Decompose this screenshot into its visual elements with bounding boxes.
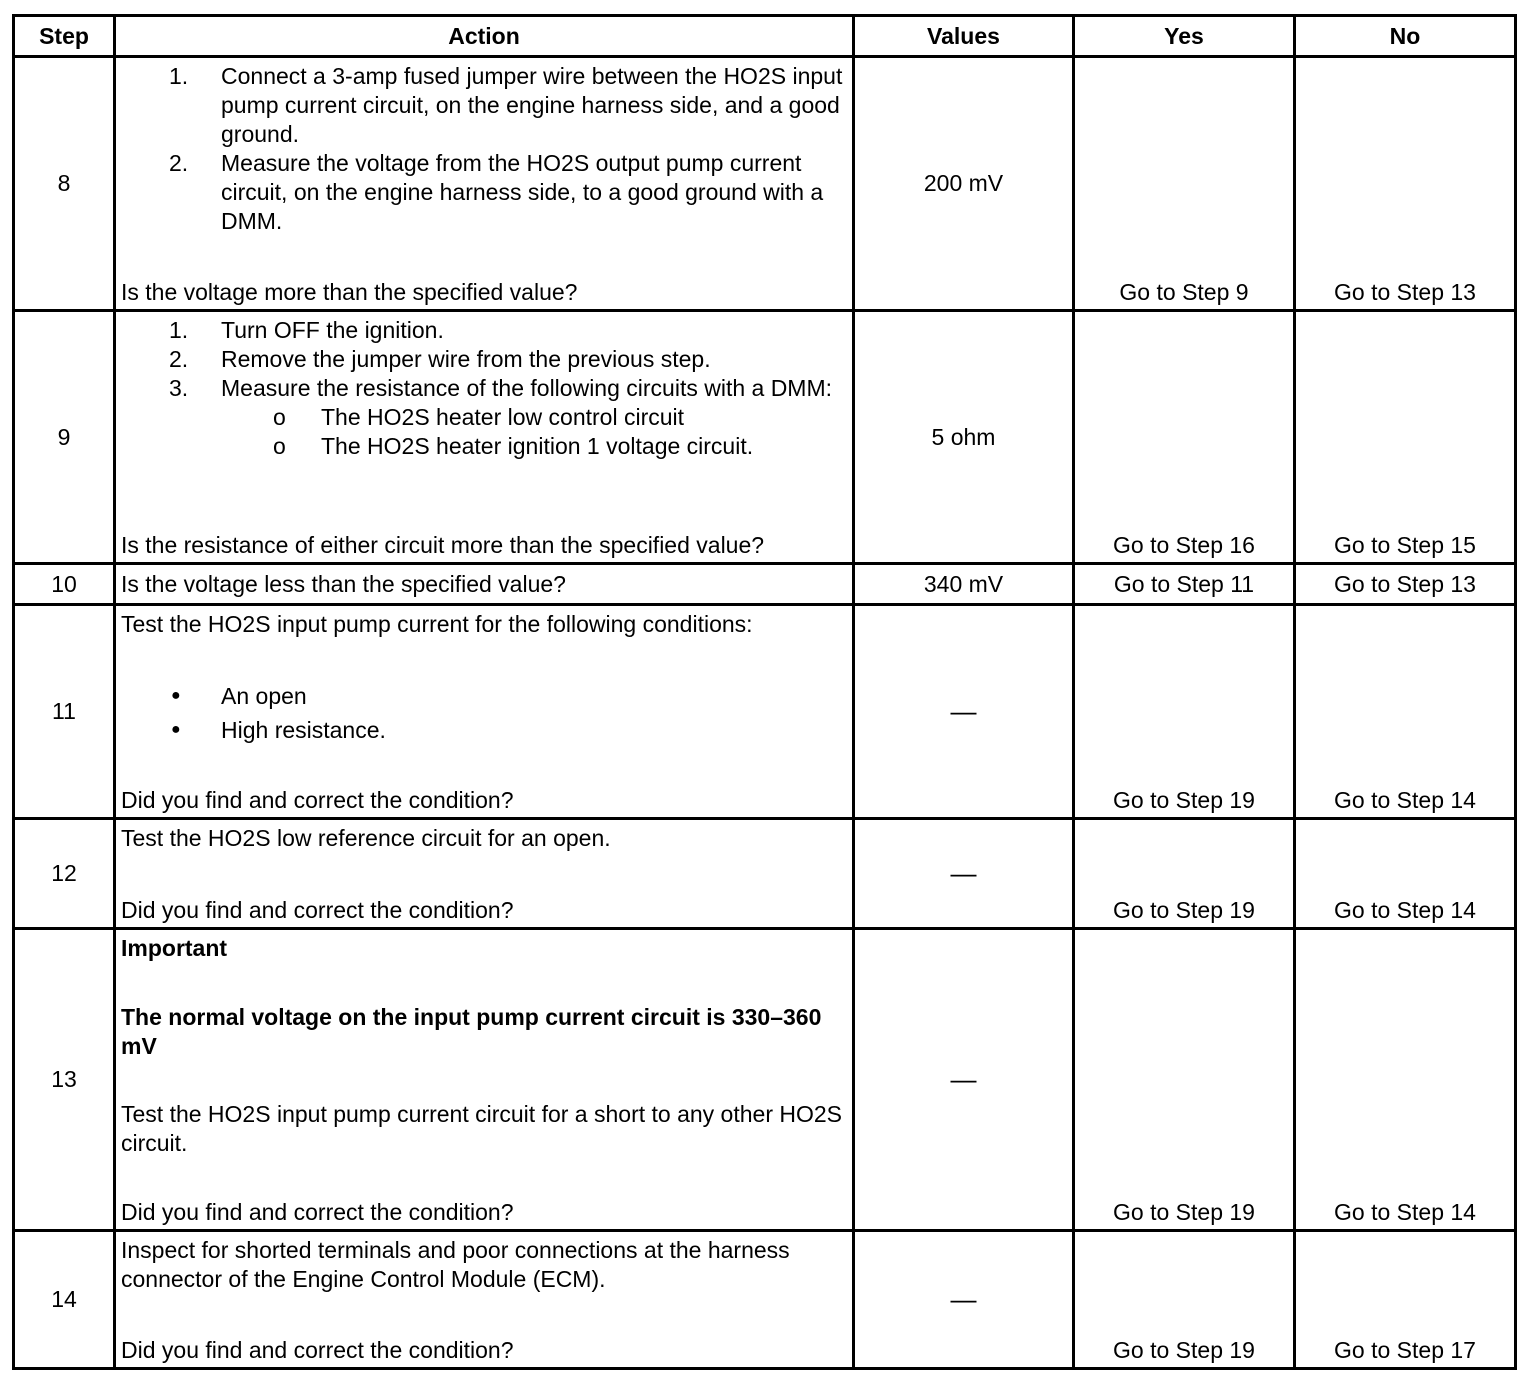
yes-cell: Go to Step 11	[1074, 564, 1295, 605]
step-number: 8	[14, 57, 115, 311]
value-cell: 5 ohm	[854, 311, 1074, 564]
table-row	[14, 605, 1516, 819]
step-number: 13	[14, 929, 115, 1231]
action-question: Is the voltage less than the specified value?	[115, 564, 854, 605]
diagnostic-table	[12, 14, 1517, 1370]
sub-list-item: o The HO2S heater low control circuit	[273, 404, 685, 430]
sub-list-item: o The HO2S heater ignition 1 voltage circuit.	[273, 433, 754, 459]
action-intro: Test the HO2S low reference circuit for an open.	[121, 825, 611, 851]
list-item: 1. Connect a 3-amp fused jumper wire between the HO2S input pump current circuit, on the engine harness side, and a good ground.	[169, 63, 843, 147]
no-cell: Go to Step 14	[1295, 819, 1516, 929]
step-number: 10	[14, 564, 115, 605]
action-intro: Inspect for shorted terminals and poor connections at the harness connector of the Engine Control Module (ECM).	[121, 1237, 790, 1292]
yes-cell: Go to Step 9	[1074, 57, 1295, 311]
important-text: The normal voltage on the input pump current circuit is 330–360 mV	[121, 1003, 822, 1059]
value-cell: 340 mV	[854, 564, 1074, 605]
list-item: ● An open	[171, 682, 307, 709]
action-cell	[115, 819, 854, 929]
table-row	[14, 564, 1516, 605]
table-row	[14, 929, 1516, 1231]
action-cell	[115, 605, 854, 819]
step-number: 11	[14, 605, 115, 819]
header-no: No	[1295, 16, 1516, 57]
header-row	[14, 16, 1516, 57]
action-cell	[115, 57, 854, 311]
action-question: Is the voltage more than the specified value?	[121, 279, 578, 305]
no-cell: Go to Step 15	[1295, 311, 1516, 564]
table-row	[14, 1231, 1516, 1369]
list-item: 1. Turn OFF the ignition.	[169, 317, 444, 343]
list-item: ● High resistance.	[171, 716, 386, 743]
step-number: 9	[14, 311, 115, 564]
list-item: 2. Measure the voltage from the HO2S output pump current circuit, on the engine harness side, to a good ground with a DMM.	[169, 150, 824, 234]
header-yes: Yes	[1074, 16, 1295, 57]
list-item: 2. Remove the jumper wire from the previous step.	[169, 346, 711, 372]
action-question: Did you find and correct the condition?	[121, 1198, 514, 1225]
no-cell: Go to Step 13	[1295, 564, 1516, 605]
yes-cell: Go to Step 19	[1074, 605, 1295, 819]
no-cell: Go to Step 14	[1295, 605, 1516, 819]
table-row	[14, 311, 1516, 564]
action-question: Is the resistance of either circuit more than the specified value?	[121, 532, 765, 558]
bullet-list	[121, 679, 847, 747]
action-intro: Test the HO2S input pump current circuit for a short to any other HO2S circuit.	[121, 1101, 842, 1157]
value-cell: 200 mV	[854, 57, 1074, 311]
action-question: Did you find and correct the condition?	[121, 897, 514, 923]
yes-cell: Go to Step 16	[1074, 311, 1295, 564]
header-action: Action	[115, 16, 854, 57]
step-number: 12	[14, 819, 115, 929]
action-question: Did you find and correct the condition?	[121, 1337, 514, 1363]
no-cell: Go to Step 13	[1295, 57, 1516, 311]
action-list	[121, 62, 847, 236]
step-number: 14	[14, 1231, 115, 1369]
yes-cell: Go to Step 19	[1074, 819, 1295, 929]
action-question: Did you find and correct the condition?	[121, 787, 514, 813]
list-item: 3. Measure the resistance of the following circuits with a DMM:	[169, 375, 833, 401]
table-row	[14, 57, 1516, 311]
value-cell: —	[854, 605, 1074, 819]
value-cell: —	[854, 819, 1074, 929]
no-cell: Go to Step 17	[1295, 1231, 1516, 1369]
header-values: Values	[854, 16, 1074, 57]
value-cell: —	[854, 929, 1074, 1231]
yes-cell: Go to Step 19	[1074, 1231, 1295, 1369]
action-cell	[115, 929, 854, 1231]
yes-cell: Go to Step 19	[1074, 929, 1295, 1231]
action-list	[121, 316, 847, 461]
header-step: Step	[14, 16, 115, 57]
table-row	[14, 819, 1516, 929]
action-intro: Test the HO2S input pump current for the following conditions:	[121, 611, 753, 637]
important-heading: Important	[121, 935, 228, 961]
no-cell: Go to Step 14	[1295, 929, 1516, 1231]
action-cell	[115, 1231, 854, 1369]
value-cell: —	[854, 1231, 1074, 1369]
action-cell	[115, 311, 854, 564]
